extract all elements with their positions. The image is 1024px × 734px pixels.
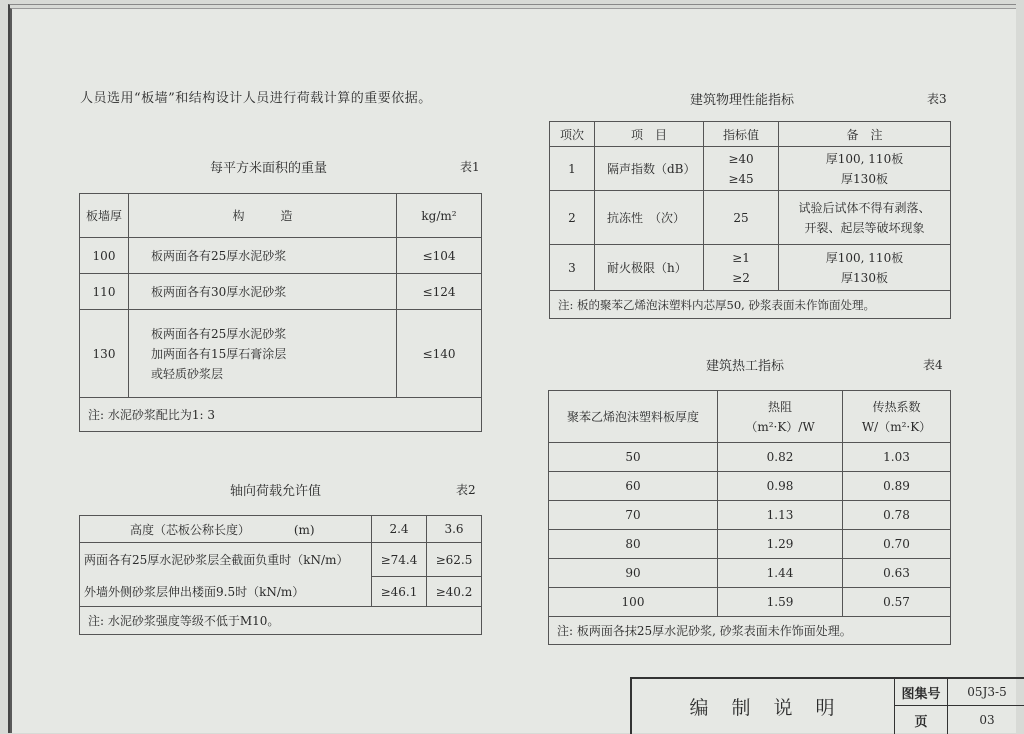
- table-row: [80, 310, 482, 398]
- table4-caption: 建筑热工指标: [706, 359, 785, 374]
- table2-cell: ≥74.4: [372, 543, 427, 577]
- table2-cell: 两面各有25厚水泥砂浆层全截面负重时（kN/m）: [80, 543, 372, 577]
- table3-number: 表3: [927, 92, 947, 106]
- table1-header: kg/m²: [397, 194, 482, 238]
- table-row: [549, 472, 951, 501]
- table-row: [550, 245, 951, 291]
- table4: [548, 390, 951, 645]
- table-row: [80, 238, 482, 274]
- table3-cell: 2: [550, 191, 595, 245]
- table3-cell-multiline: [704, 245, 779, 291]
- table3-cell: 耐火极限（h）: [595, 245, 704, 291]
- table1-cell: ≤104: [397, 238, 482, 274]
- table4-number: 表4: [923, 358, 943, 372]
- table1-cell: 板两面各有25厚水泥砂浆: [129, 238, 397, 274]
- table2-header-text: 高度（芯板公称长度）: [130, 522, 251, 537]
- table4-cell: 0.98: [718, 472, 843, 501]
- table4-cell: 70: [549, 501, 718, 530]
- table3-cell-line: ≥2: [732, 270, 750, 285]
- table4-cell: 0.82: [718, 443, 843, 472]
- table2-caption: 轴向荷载允许值: [230, 484, 322, 499]
- table3-cell: 抗冻性 （次）: [595, 191, 704, 245]
- drawing-title: 编 制 说 明: [632, 679, 895, 734]
- table3-cell: 25: [704, 191, 779, 245]
- table3-cell-line: 厚130板: [841, 171, 888, 186]
- set-number-value: 05J3-5: [948, 679, 1024, 706]
- table4-note: 注: 板两面各抹25厚水泥砂浆, 砂浆表面未作饰面处理。: [549, 617, 951, 645]
- table1-cell: ≤140: [397, 310, 482, 398]
- table1-cell: ≤124: [397, 274, 482, 310]
- table-row: [549, 559, 951, 588]
- table-row: [549, 588, 951, 617]
- table3-cell-line: 开裂、起层等破坏现象: [804, 220, 925, 235]
- table1-cell-line: 加两面各有15厚石膏涂层: [151, 346, 287, 361]
- table3-cell: 隔声指数（dB）: [595, 147, 704, 191]
- table3-header: 项 目: [595, 122, 704, 147]
- table4-header-multiline: [718, 391, 843, 443]
- table3-cell-multiline: [779, 245, 951, 291]
- table1-cell: 板两面各有30厚水泥砂浆: [129, 274, 397, 310]
- table2-cell: 外墙外侧砂浆层伸出楼面9.5时（kN/m）: [80, 577, 372, 607]
- table1-cell: 130: [80, 310, 129, 398]
- table1-cell-line: 板两面各有25厚水泥砂浆: [151, 326, 287, 341]
- intro-text: 人员选用“板墙”和结构设计人员进行荷载计算的重要依据。: [80, 91, 432, 106]
- table2-header: 2.4: [372, 516, 427, 543]
- table1: [79, 193, 482, 432]
- table4-cell: 60: [549, 472, 718, 501]
- table3-cell-line: ≥40: [728, 151, 754, 166]
- table1-cell-multiline: [129, 310, 397, 398]
- table1-cell-line: 或轻质砂浆层: [151, 366, 224, 381]
- table4-header-line: （m²·K）/W: [745, 419, 815, 434]
- table3-cell-multiline: [779, 191, 951, 245]
- table4-cell: 1.13: [718, 501, 843, 530]
- table4-header-line: 热阻: [767, 399, 792, 414]
- table1-caption: 每平方米面积的重量: [210, 161, 328, 176]
- table1-note: 注: 水泥砂浆配比为1: 3: [80, 398, 482, 432]
- table3-cell-line: 厚130板: [841, 270, 888, 285]
- table1-header: 构 造: [129, 194, 397, 238]
- table4-cell: 1.44: [718, 559, 843, 588]
- table1-header: 板墙厚: [80, 194, 129, 238]
- table3-note: 注: 板的聚苯乙烯泡沫塑料内芯厚50, 砂浆表面未作饰面处理。: [550, 291, 951, 319]
- table4-cell: 1.59: [718, 588, 843, 617]
- table3-cell: 3: [550, 245, 595, 291]
- table4-cell: 1.29: [718, 530, 843, 559]
- table3-cell-multiline: [779, 147, 951, 191]
- table2-header-unit: (m): [293, 522, 315, 537]
- page-number: 03: [979, 713, 995, 727]
- table2-number: 表2: [456, 483, 476, 497]
- table4-cell: 0.78: [843, 501, 951, 530]
- table1-cell: 100: [80, 238, 129, 274]
- table4-cell: 100: [549, 588, 718, 617]
- table4-cell: 1.03: [843, 443, 951, 472]
- table2-header-label: [80, 516, 372, 543]
- table2-header: 3.6: [427, 516, 482, 543]
- table1-number: 表1: [460, 160, 480, 174]
- set-number-label: 图集号: [895, 679, 948, 706]
- table4-header-multiline: [843, 391, 951, 443]
- table4-header: 聚苯乙烯泡沫塑料板厚度: [549, 391, 718, 443]
- table-row: [550, 191, 951, 245]
- table3-cell-line: 厚100, 110板: [825, 250, 904, 265]
- table-row: [549, 530, 951, 559]
- title-block: [630, 677, 1024, 734]
- table2: [79, 515, 482, 635]
- table3-cell-multiline: [704, 147, 779, 191]
- table-row: [80, 543, 482, 577]
- table-row: [80, 274, 482, 310]
- table4-cell: 0.57: [843, 588, 951, 617]
- table3-cell-line: 试验后试体不得有剥落、: [798, 200, 931, 215]
- table3-header: 项次: [550, 122, 595, 147]
- table3-cell-line: 厚100, 110板: [825, 151, 904, 166]
- table3-cell-line: ≥45: [728, 171, 754, 186]
- table3-cell-line: ≥1: [732, 250, 750, 265]
- table4-cell: 0.89: [843, 472, 951, 501]
- table2-note: 注: 水泥砂浆强度等级不低于M10。: [80, 607, 482, 635]
- table3-cell: 1: [550, 147, 595, 191]
- table-row: [549, 501, 951, 530]
- table4-cell: 0.70: [843, 530, 951, 559]
- table2-cell: ≥46.1: [372, 577, 427, 607]
- table1-cell: 110: [80, 274, 129, 310]
- table4-cell: 90: [549, 559, 718, 588]
- table4-cell: 0.63: [843, 559, 951, 588]
- table-row: [80, 577, 482, 607]
- table4-header-line: W/（m²·K）: [861, 419, 932, 434]
- table3-header: 指标值: [704, 122, 779, 147]
- table3-header: 备 注: [779, 122, 951, 147]
- table-row: [549, 443, 951, 472]
- table2-cell: ≥40.2: [427, 577, 482, 607]
- table3-caption: 建筑物理性能指标: [690, 93, 795, 108]
- table2-cell: ≥62.5: [427, 543, 482, 577]
- table3: [549, 121, 951, 319]
- table4-cell: 80: [549, 530, 718, 559]
- table-row: [550, 147, 951, 191]
- table4-header-line: 传热系数: [872, 399, 921, 414]
- table4-cell: 50: [549, 443, 718, 472]
- page-label: 页: [895, 706, 948, 734]
